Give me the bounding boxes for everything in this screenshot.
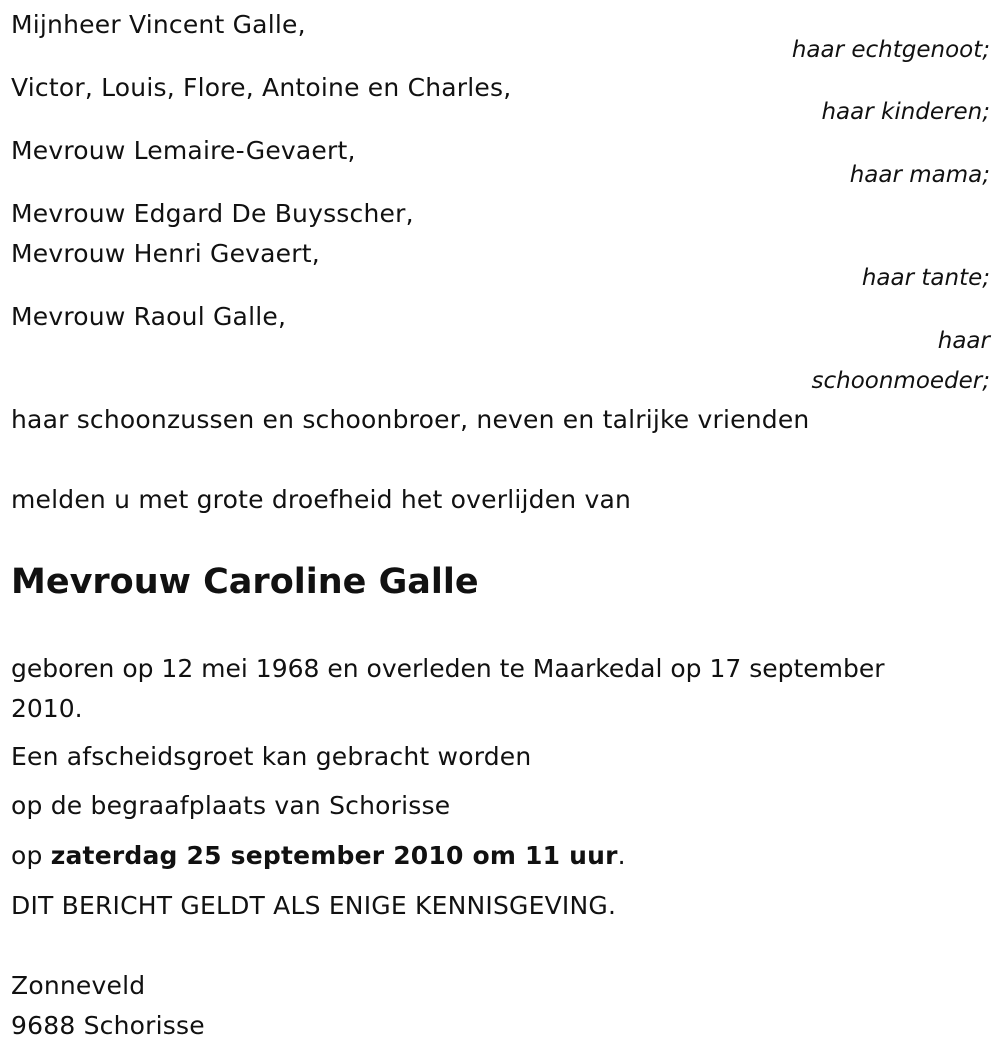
family-name-mother: Mevrouw Lemaire-Gevaert, bbox=[11, 136, 356, 165]
notice-text: DIT BERICHT GELDT ALS ENIGE KENNISGEVING. bbox=[11, 891, 617, 920]
family-name-aunt-1: Mevrouw Edgard De Buysscher, bbox=[11, 199, 414, 228]
relation-aunt: haar tante; bbox=[861, 265, 990, 291]
farewell-prefix: op bbox=[11, 841, 51, 870]
relation-children: haar kinderen; bbox=[821, 99, 990, 125]
relation-spouse: haar echtgenoot; bbox=[791, 37, 990, 63]
farewell-date-time: zaterdag 25 september 2010 om 11 uur bbox=[50, 841, 618, 870]
farewell-line-2: op de begraafplaats van Schorisse bbox=[11, 791, 451, 820]
address-line-2: 9688 Schorisse bbox=[11, 1011, 205, 1040]
announcement-text: melden u met grote droefheid het overlijden van bbox=[11, 485, 632, 514]
deceased-name: Mevrouw Caroline Galle bbox=[11, 562, 479, 602]
family-name-spouse: Mijnheer Vincent Galle, bbox=[11, 10, 306, 39]
farewell-suffix: . bbox=[617, 841, 626, 870]
family-name-aunt-2: Mevrouw Henri Gevaert, bbox=[11, 239, 320, 268]
relation-mother-in-law-line1: haar bbox=[937, 328, 990, 354]
other-relatives: haar schoonzussen en schoonbroer, neven en talrijke vrienden bbox=[11, 405, 810, 434]
birth-death-text: geboren op 12 mei 1968 en overleden te Maarkedal op 17 september 2010. bbox=[11, 654, 885, 723]
address-line-1: Zonneveld bbox=[11, 971, 146, 1000]
relation-mother: haar mama; bbox=[849, 162, 990, 188]
relation-mother-in-law-line2: schoonmoeder; bbox=[811, 368, 990, 394]
farewell-line-1: Een afscheidsgroet kan gebracht worden bbox=[11, 742, 532, 771]
family-name-mother-in-law: Mevrouw Raoul Galle, bbox=[11, 302, 287, 331]
farewell-line-3 bbox=[11, 841, 626, 871]
family-name-children: Victor, Louis, Flore, Antoine en Charles, bbox=[11, 73, 512, 102]
